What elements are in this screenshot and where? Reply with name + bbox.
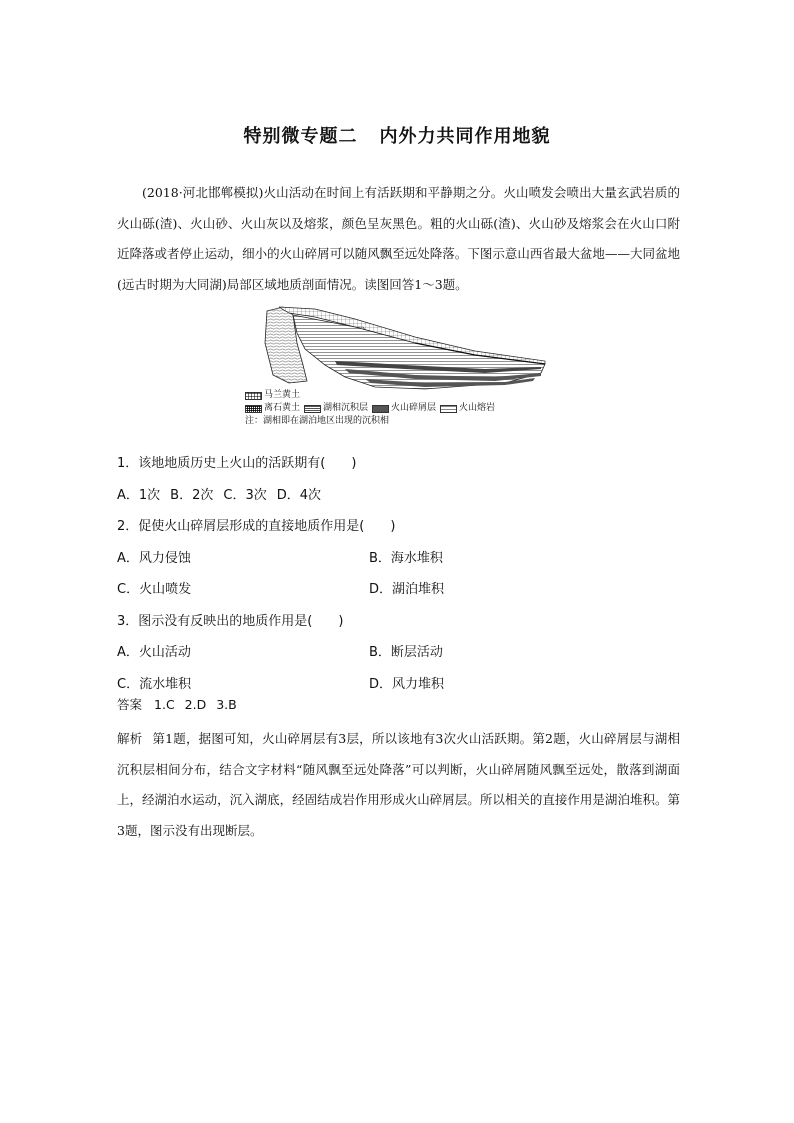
question-options (117, 543, 687, 575)
answer-label: 答案 (117, 697, 143, 712)
lake-swatch-icon (304, 405, 321, 413)
option-d: D．湖泊堆积 (369, 582, 445, 597)
debris-swatch-icon (372, 405, 389, 413)
option-d: D．风力堆积 (369, 676, 445, 692)
legend-lava: 火山熔岩 (459, 403, 496, 413)
legend-lishi: 离石黄土 (264, 403, 301, 413)
question-stem: 2．促使火山碎屑层形成的直接地质作用是( ) (117, 519, 396, 534)
option-a: A．火山活动 (117, 645, 191, 660)
option-b: B．断层活动 (369, 645, 443, 660)
answer-value: 1.C (154, 697, 175, 712)
legend-lake: 湖相沉积层 (323, 403, 369, 413)
option-a: A．1次 (117, 487, 161, 503)
lishi-swatch-icon (245, 405, 262, 413)
intro-text: (2018·河北邯郸模拟)火山活动在时间上有活跃期和平静期之分。火山喷发会喷出大量玄武岩质的火山砾(渣)、火山砂、火山灰以及熔浆，颜色呈灰黑色。粗的火山砾(渣)、火山砂及熔浆会在火山口附近降落或者停止运动，细小的火山碎屑可以随风飘至远处降落。下图示意山西省最大盆地——大同盆地(远古时期为大同湖)局部区域地质剖面情况。读图回答1～3题。 (117, 185, 680, 292)
legend-debris: 火山碎屑层 (391, 403, 437, 413)
geologic-section-figure (245, 303, 555, 443)
question-options (117, 574, 687, 606)
option-a: A．风力侵蚀 (117, 550, 191, 566)
intro-paragraph (117, 178, 680, 300)
analysis-label: 解析 (117, 731, 143, 746)
option-c: C．3次 (223, 487, 267, 503)
figure-legend (245, 389, 499, 428)
lava-swatch-icon (440, 405, 457, 413)
malan-swatch-icon (245, 392, 262, 400)
analysis-text: 第1题，据图可知，火山碎屑层有3层，所以该地有3次火山活跃期。第2题，火山碎屑层与湖相沉积层相间分布，结合文字材料“随风飘至远处降落”可以判断，火山碎屑随风飘至远处，散落到湖面上，经湖泊水运动，沉入湖底，经固结成岩作用形成火山碎屑层。所以相关的直接作用是湖泊堆积。第3题，图示没有出现断层。 (117, 731, 680, 838)
answer-value: 3.B (216, 697, 237, 712)
page-title (0, 122, 794, 148)
question-list (117, 448, 687, 700)
question-options (117, 480, 687, 512)
option-d: D．4次 (276, 487, 322, 503)
question-options (117, 637, 687, 669)
title-sub: 内外力共同作用地貌 (379, 126, 551, 147)
geologic-cross-section (245, 303, 555, 393)
answer-line (117, 695, 247, 713)
legend-malan: 马兰黄土 (264, 390, 301, 400)
option-c: C．火山喷发 (117, 582, 192, 597)
option-c: C．流水堆积 (117, 676, 192, 692)
option-b: B．海水堆积 (369, 550, 443, 566)
option-b: B．2次 (170, 487, 214, 503)
question-stem: 1．该地地质历史上火山的活跃期有( ) (117, 456, 357, 471)
legend-note: 注：湖相即在湖泊地区出现的沉积相 (245, 416, 390, 426)
analysis-paragraph (117, 724, 680, 846)
title-main: 特别微专题二 (243, 126, 358, 147)
question-stem: 3．图示没有反映出的地质作用是( ) (117, 613, 344, 629)
answer-value: 2.D (184, 697, 207, 712)
